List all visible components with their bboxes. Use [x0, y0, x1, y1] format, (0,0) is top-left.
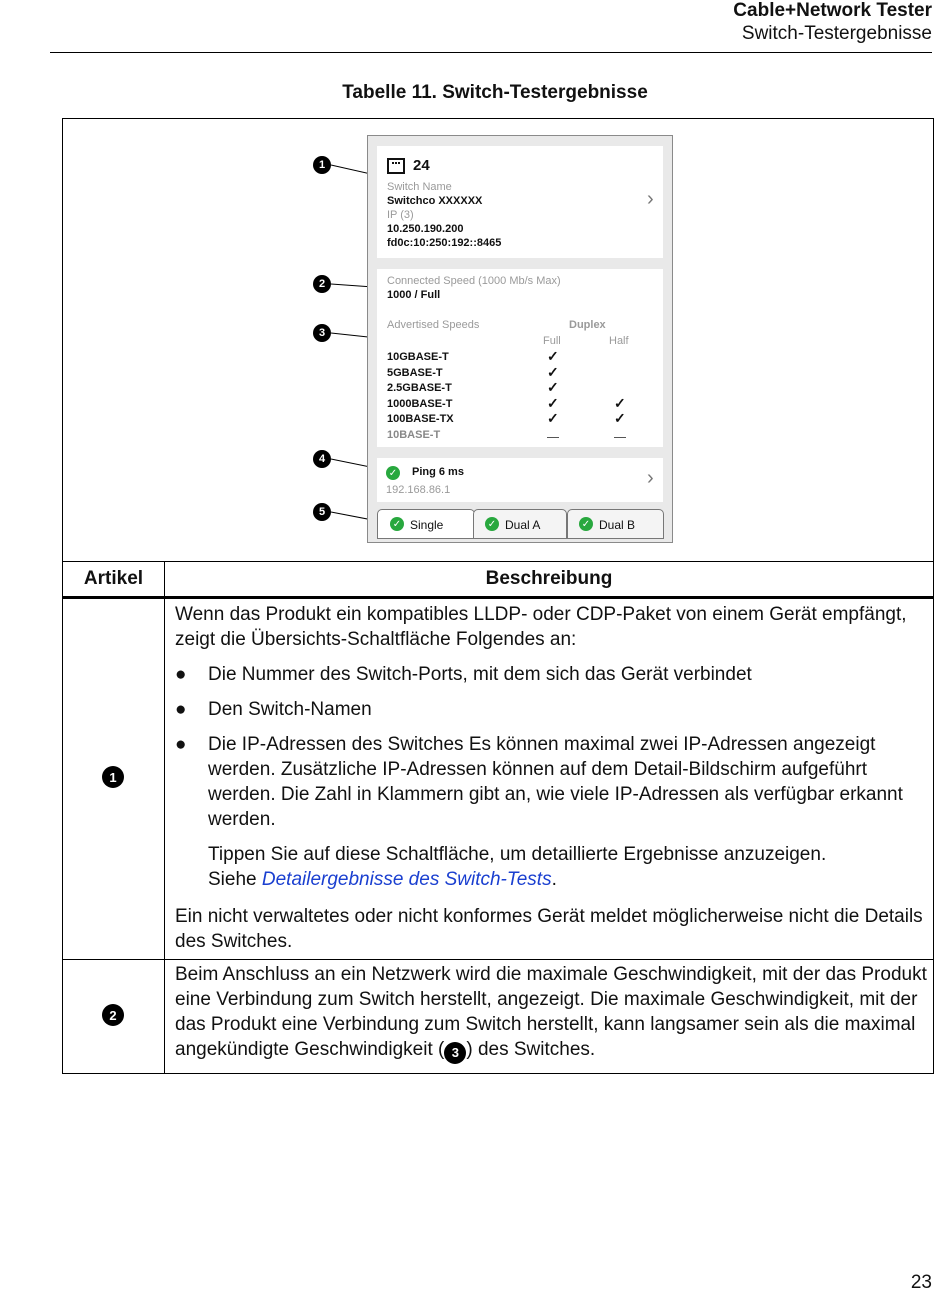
row-2-description — [175, 962, 927, 1064]
row-2-text: Beim Anschluss an ein Netzwerk wird die maximale Geschwindigkeit, mit der das Produkt eine Verbindung zum Switch herstellt, angezeigt. Die maximale Geschwindigkeit, mit der das Produkt eine Verbindung zum Switch herstellt, kann langsamer sein als die maximal angekündigte Geschwindigkeit ( 3 ) des Switches. — [175, 962, 927, 1064]
checkmark-icon: ✓ — [547, 394, 559, 411]
ref-badge-3: 3 — [444, 1042, 466, 1064]
ping-ip: 192.168.86.1 — [386, 484, 451, 496]
tab-dual-b[interactable] — [567, 509, 664, 539]
callout-5: 5 — [313, 503, 331, 521]
ip-address-2: fd0c:10:250:192::8465 — [387, 237, 502, 249]
checkmark-icon: ✓ — [614, 410, 626, 426]
list-item: ● Den Switch-Namen — [175, 699, 372, 720]
row-1-note: Ein nicht verwaltetes oder nicht konformes Gerät meldet möglicherweise nicht die Details des Switches. — [175, 906, 923, 952]
row-divider — [63, 959, 933, 960]
tab-dual-a[interactable] — [473, 509, 567, 539]
duplex-label: Duplex — [569, 319, 606, 331]
switch-name-label: Switch Name — [387, 181, 452, 193]
half-label: Half — [609, 335, 629, 347]
header-subtitle: Switch-Testergebnisse — [741, 23, 932, 44]
chevron-right-icon: › — [647, 467, 654, 489]
port-number: 24 — [413, 157, 430, 174]
status-ok-icon: ✓ — [386, 466, 400, 480]
page-number: 23 — [910, 1272, 932, 1293]
item-badge-1: 1 — [102, 766, 124, 788]
ping-card[interactable] — [377, 458, 663, 502]
speed-card — [377, 269, 663, 447]
ip-address-1: 10.250.190.200 — [387, 223, 464, 235]
checkmark-icon: ✓ — [547, 363, 559, 380]
speed-row-name: 2.5GBASE-T — [387, 382, 452, 394]
device-screenshot — [367, 135, 673, 543]
results-table — [62, 118, 934, 1074]
callout-3: 3 — [313, 324, 331, 342]
advertised-speeds-label: Advertised Speeds — [387, 319, 480, 331]
connected-speed: 1000 / Full — [387, 289, 441, 301]
list-item: ● Die Nummer des Switch-Ports, mit dem sich das Gerät verbindet — [175, 664, 752, 685]
checkmark-icon: ✓ — [547, 348, 559, 364]
row-1-tap-text: Tippen Sie auf diese Schaltfläche, um detaillierte Ergebnisse anzuzeigen. Siehe Detailergebnisse des Switch-Tests. — [208, 844, 827, 890]
row-1-intro: Wenn das Produkt ein kompatibles LLDP- oder CDP-Paket von einem Gerät empfängt, zeigt die Übersichts-Schaltfläche Folgendes an: — [175, 604, 907, 650]
ethernet-port-icon — [387, 158, 405, 174]
column-divider — [164, 561, 165, 1073]
switch-summary-card[interactable] — [377, 146, 663, 258]
connected-speed-label: Connected Speed (1000 Mb/s Max) — [387, 275, 561, 287]
column-header-item: Artikel — [83, 568, 144, 589]
tab-single[interactable] — [377, 509, 475, 539]
chevron-right-icon: › — [647, 188, 654, 210]
tab-single-label: Single — [410, 518, 444, 532]
callout-2: 2 — [313, 275, 331, 293]
dash-icon — [547, 437, 559, 438]
speed-row-name: 10BASE-T — [387, 428, 441, 441]
checkmark-icon: ✓ — [614, 394, 626, 411]
ping-result: Ping 6 ms — [412, 466, 464, 478]
header-rule — [50, 52, 932, 53]
switch-name: Switchco XXXXXX — [387, 195, 483, 207]
checkmark-icon: ✓ — [547, 379, 559, 395]
callout-4: 4 — [313, 450, 331, 468]
dash-icon — [614, 437, 626, 438]
header-title: Cable+Network Tester — [733, 0, 932, 21]
header-underline — [63, 596, 933, 599]
ip-label: IP (3) — [387, 209, 414, 221]
item-badge-2: 2 — [102, 1004, 124, 1026]
column-header-description: Beschreibung — [485, 568, 613, 589]
figure-cell — [63, 119, 933, 562]
row-1-description — [175, 602, 927, 954]
checkmark-icon: ✓ — [547, 410, 559, 426]
speed-row-name: 10GBASE-T — [387, 351, 449, 363]
full-label: Full — [543, 335, 561, 347]
speed-row-name: 1000BASE-T — [387, 397, 453, 410]
status-ok-icon: ✓ — [579, 517, 593, 531]
list-item: ● Die IP-Adressen des Switches Es können maximal zwei IP-Adressen angezeigt werden. Zusätzliche IP-Adressen können auf dem Detail-Bildschirm aufgeführt werden. Die Zahl in Klammern gibt an, wie viele IP-Adressen als verfügbar erkannt werden. — [175, 734, 903, 830]
callout-1: 1 — [313, 156, 331, 174]
speed-row-name: 5GBASE-T — [387, 366, 443, 379]
detail-results-link[interactable]: Detailergebnisse des Switch-Tests — [261, 869, 552, 890]
tab-dual-b-label: Dual B — [599, 518, 636, 532]
speed-row-name: 100BASE-TX — [387, 413, 454, 425]
status-ok-icon: ✓ — [485, 517, 499, 531]
tab-dual-a-label: Dual A — [505, 518, 541, 532]
status-ok-icon: ✓ — [390, 517, 404, 531]
table-caption: Tabelle 11. Switch-Testergebnisse — [342, 82, 648, 103]
